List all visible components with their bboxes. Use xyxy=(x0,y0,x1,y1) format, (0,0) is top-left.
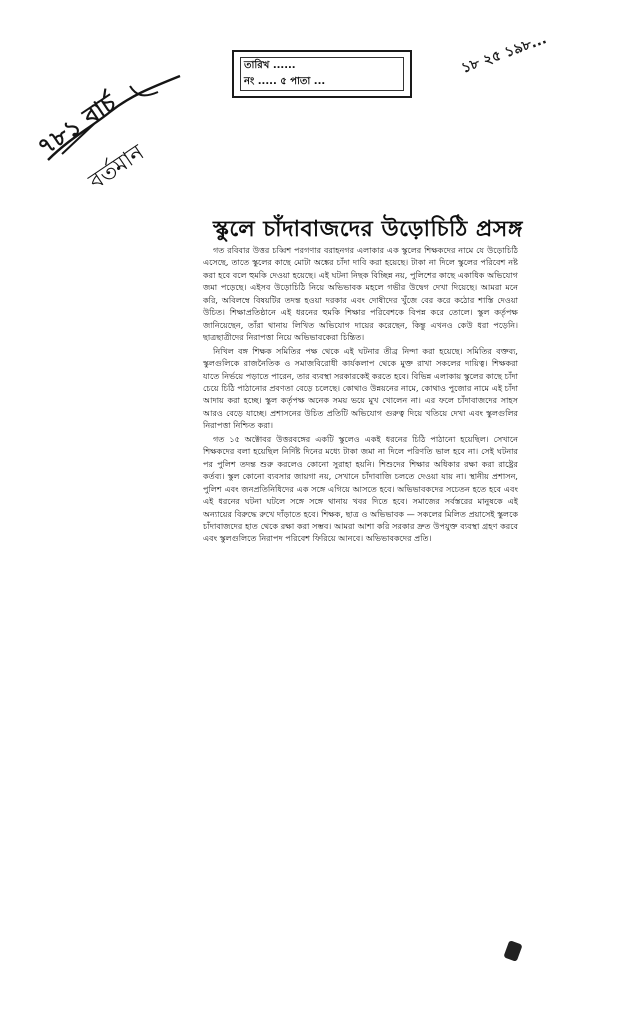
handwritten-scribble-icon xyxy=(40,68,190,178)
date-stamp-text: ১৮ ২৫ ১৯৮... xyxy=(459,31,549,77)
handwritten-note-2: বর্তমান xyxy=(84,140,149,195)
article-paragraph: গত রবিবার উত্তর চব্বিশ পরগণার বরাহনগর এলাকার এক স্কুলের শিক্ষকদের নামে যে উড়োচিঠি এসেছে, তাতে স্কুলের কাছে মোটা অঙ্কের চাঁদা দাবি করা হয়েছে। টাকা না দিলে স্কুলের পরিবেশ নষ্ট করা হবে বলে হুমকি দেওয়া হয়েছে। এই ঘটনা নিছক বিচ্ছিন্ন নয়, পুলিশের কাছে একাধিক অভিযোগ জমা পড়েছে। এইসব উড়োচিঠি নিয়ে অভিভাবক মহলে গভীর উদ্বেগ দেখা দিয়েছে। আমরা মনে করি, অবিলম্বে বিষয়টির তদন্ত হওয়া দরকার এবং দোষীদের খুঁজে বের করে কঠোর শাস্তি দেওয়া উচিত। শিক্ষাপ্রতিষ্ঠানে এই ধরনের হুমকি শিক্ষার পরিবেশকে বিপন্ন করে তোলে। স্কুল কর্তৃপক্ষ জানিয়েছেন, তাঁরা থানায় লিখিত অভিযোগ দায়ের করেছেন, কিন্তু এখনও কেউ ধরা পড়েনি। ছাত্রছাত্রীদের নিরাপত্তা নিয়ে অভিভাবকেরা চিন্তিত। xyxy=(203,245,518,343)
archive-box-stamp xyxy=(232,50,412,98)
ink-mark xyxy=(503,940,522,962)
handwritten-note-1: ৭৮১ বার্চ xyxy=(31,88,122,162)
date-stamp xyxy=(458,7,613,98)
article-headline: স্কুলে চাঁদাবাজদের উড়োচিঠি প্রসঙ্গ xyxy=(213,216,523,242)
article-body xyxy=(203,244,518,545)
archive-stamp-line2: নং ..... ৫ পাতা ... xyxy=(244,76,326,87)
article-paragraph: নিখিল বঙ্গ শিক্ষক সমিতির পক্ষ থেকে এই ঘটনার তীব্র নিন্দা করা হয়েছে। সমিতির বক্তব্য, স্কুলগুলিকে রাজনৈতিক ও সমাজবিরোধী কার্যকলাপ থেকে মুক্ত রাখা সকলের দায়িত্ব। শিক্ষকরা যাতে নির্ভয়ে পড়াতে পারেন, তার ব্যবস্থা সরকারকেই করতে হবে। বিভিন্ন এলাকায় স্কুলের কাছে চাঁদা চেয়ে চিঠি পাঠানোর প্রবণতা বেড়ে চলেছে। কোথাও উন্নয়নের নামে, কোথাও পুজোর নামে এই চাঁদা আদায় করা হচ্ছে। স্কুল কর্তৃপক্ষ অনেক সময় ভয়ে মুখ খোলেন না। এর ফলে চাঁদাবাজদের সাহস আরও বেড়ে যাচ্ছে। প্রশাসনের উচিত প্রতিটি অভিযোগ গুরুত্ব দিয়ে খতিয়ে দেখা এবং স্কুলগুলির নিরাপত্তা নিশ্চিত করা। xyxy=(203,345,518,431)
article-paragraph: গত ১৫ অক্টোবর উত্তরবঙ্গের একটি স্কুলেও একই ধরনের চিঠি পাঠানো হয়েছিল। সেখানে শিক্ষকদের বলা হয়েছিল নির্দিষ্ট দিনের মধ্যে টাকা জমা না দিলে পরিণতি ভাল হবে না। সেই ঘটনার পর পুলিশ তদন্ত শুরু করলেও কোনো সুরাহা হয়নি। শিশুদের শিক্ষার অধিকার রক্ষা করা রাষ্ট্রের কর্তব্য। স্কুল কোনো ব্যবসার জায়গা নয়, সেখানে চাঁদাবাজি চলতে দেওয়া যায় না। স্থানীয় প্রশাসন, পুলিশ এবং জনপ্রতিনিধিদের এক সঙ্গে এগিয়ে আসতে হবে। অভিভাবকদের সচেতন হতে হবে এবং এই ধরনের ঘটনা ঘটলে সঙ্গে সঙ্গে থানায় খবর দিতে হবে। সমাজের সর্বস্তরের মানুষকে এই অন্যায়ের বিরুদ্ধে রুখে দাঁড়াতে হবে। শিক্ষক, ছাত্র ও অভিভাবক — সকলের মিলিত প্রয়াসেই স্কুলকে চাঁদাবাজদের হাত থেকে রক্ষা করা সম্ভব। আমরা আশা করি সরকার দ্রুত উপযুক্ত ব্যবস্থা গ্রহণ করবে এবং স্কুলগুলিতে নিরাপদ পরিবেশ ফিরিয়ে আনবে। অভিভাবকদের প্রতি। xyxy=(203,433,518,544)
archive-stamp-line1: তারিখ ...... xyxy=(244,60,296,71)
